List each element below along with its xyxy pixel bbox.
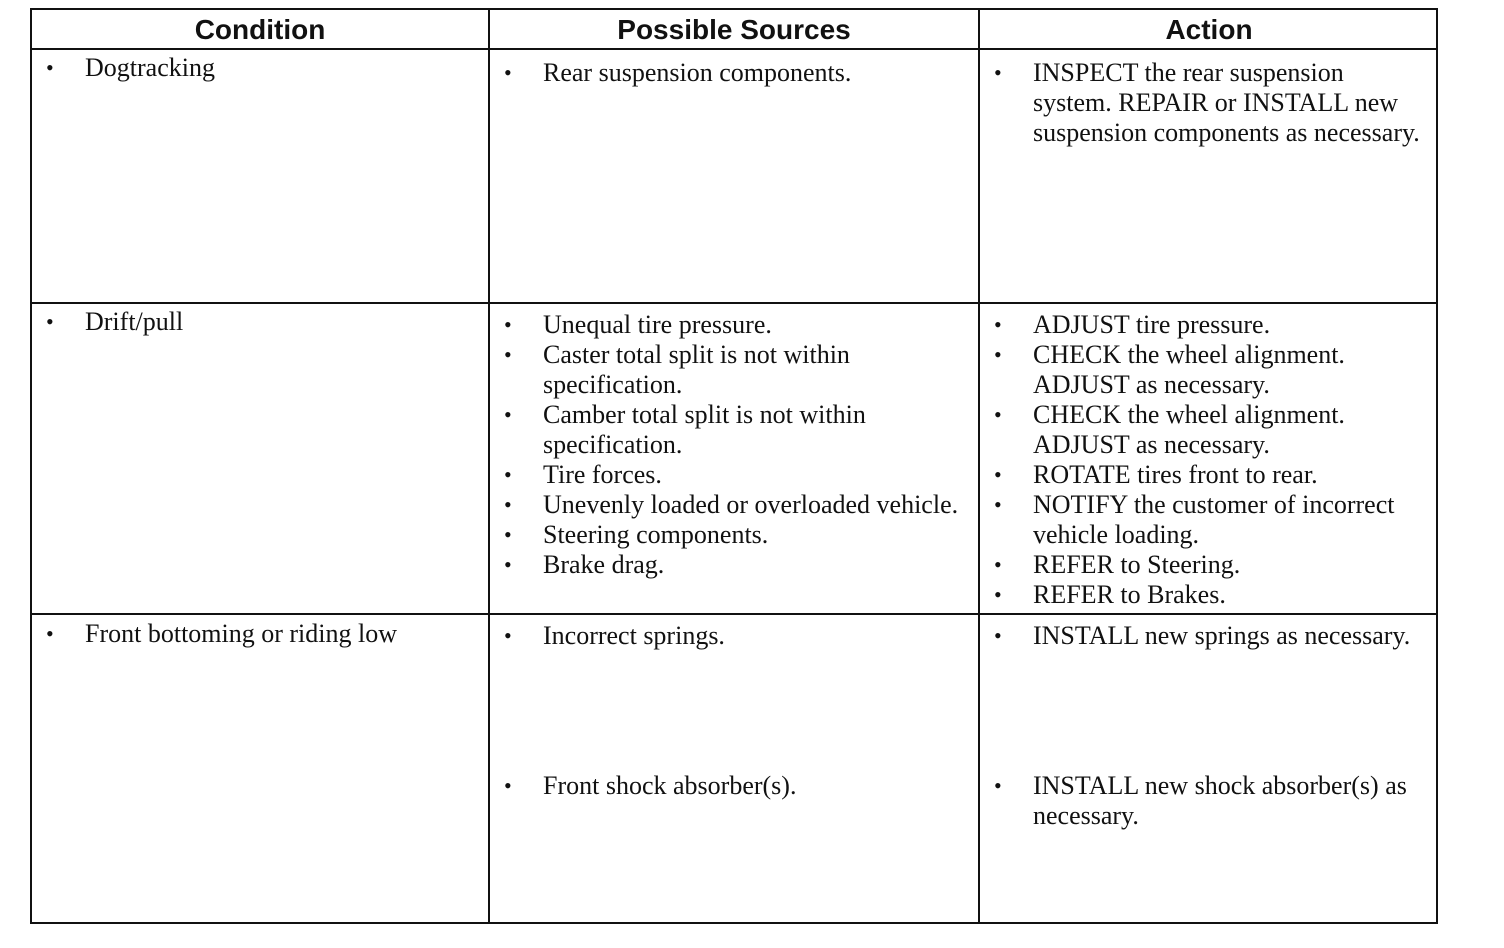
condition-cell xyxy=(40,53,480,83)
condition-cell xyxy=(40,619,480,649)
action-item: • INSPECT the rear suspension system. REPAIR or INSTALL new suspension components as necessary. xyxy=(988,58,1428,148)
source-item: • Brake drag. xyxy=(498,550,968,580)
action-cell xyxy=(988,771,1428,831)
action-item: • CHECK the wheel alignment. ADJUST as necessary. xyxy=(988,400,1428,460)
source-item: • Unequal tire pressure. xyxy=(498,310,968,340)
source-item: • Camber total split is not within specification. xyxy=(498,400,968,460)
diagnosis-table xyxy=(30,8,1438,924)
action-item: • REFER to Brakes. xyxy=(988,580,1428,610)
source-item: • Unevenly loaded or overloaded vehicle. xyxy=(498,490,968,520)
condition-item: • Dogtracking xyxy=(40,53,480,83)
action-item: • REFER to Steering. xyxy=(988,550,1428,580)
source-item: • Steering components. xyxy=(498,520,968,550)
column-divider xyxy=(978,10,980,922)
header-condition: Condition xyxy=(194,14,326,45)
sources-cell xyxy=(498,310,968,580)
sources-cell xyxy=(498,621,968,651)
action-item: • NOTIFY the customer of incorrect vehicle loading. xyxy=(988,490,1428,550)
action-cell xyxy=(988,58,1428,148)
header-action: Action xyxy=(1165,14,1253,45)
action-item: • INSTALL new springs as necessary. xyxy=(988,621,1428,651)
sources-cell xyxy=(498,58,968,88)
source-item: • Incorrect springs. xyxy=(498,621,968,651)
source-item: • Rear suspension components. xyxy=(498,58,968,88)
action-item: • ROTATE tires front to rear. xyxy=(988,460,1428,490)
condition-item: • Drift/pull xyxy=(40,307,480,337)
action-cell xyxy=(988,621,1428,651)
source-item: • Tire forces. xyxy=(498,460,968,490)
condition-item: • Front bottoming or riding low xyxy=(40,619,480,649)
action-cell xyxy=(988,310,1428,610)
sources-cell xyxy=(498,771,968,801)
source-item: • Caster total split is not within specification. xyxy=(498,340,968,400)
header-possible-sources: Possible Sources xyxy=(617,14,851,45)
row-divider xyxy=(32,302,1436,304)
row-divider xyxy=(32,613,1436,615)
header-divider xyxy=(32,48,1436,50)
condition-cell xyxy=(40,307,480,337)
action-item: • ADJUST tire pressure. xyxy=(988,310,1428,340)
action-item: • CHECK the wheel alignment. ADJUST as necessary. xyxy=(988,340,1428,400)
source-item: • Front shock absorber(s). xyxy=(498,771,968,801)
action-item: • INSTALL new shock absorber(s) as necessary. xyxy=(988,771,1428,831)
column-divider xyxy=(488,10,490,922)
